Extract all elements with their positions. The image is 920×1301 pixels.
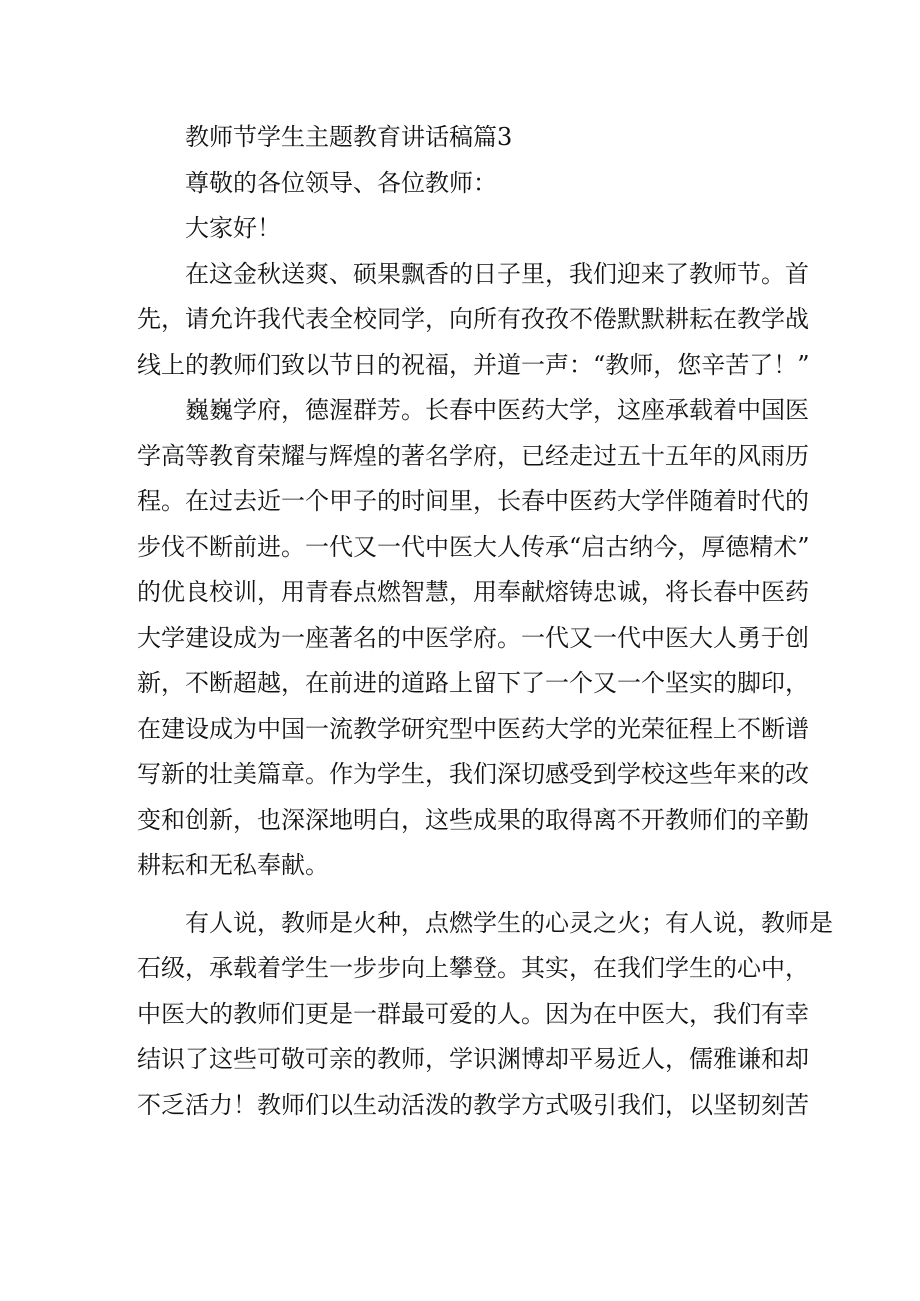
paragraph-line: 中医大的教师们更是一群最可爱的人。因为在中医大，我们有幸	[137, 999, 809, 1028]
paragraph-line: 变和创新，也深深地明白，这些成果的取得离不开教师们的辛勤	[137, 805, 809, 834]
paragraph-line: 大学建设成为一座著名的中医学府。一代又一代中医大人勇于创	[137, 623, 809, 652]
paragraph-3	[137, 901, 833, 1129]
paragraph-line: 步伐不断前进。一代又一代中医大人传承“启古纳今，厚德精术”	[137, 532, 810, 561]
paragraph-line: 有人说，教师是火种，点燃学生的心灵之火；有人说，教师是	[185, 908, 833, 937]
paragraph-line: 巍巍学府，德渥群芳。长春中医药大学，这座承载着中国医	[185, 396, 809, 424]
paragraph-1	[137, 252, 817, 389]
paragraph-line: 在建设成为中国一流教学研究型中医药大学的光荣征程上不断谱	[137, 714, 809, 743]
paragraph-spacer	[137, 889, 817, 901]
document-title: 教师节学生主题教育讲话稿篇3	[185, 123, 513, 151]
document-body	[137, 115, 833, 1128]
paragraph-line: 新，不断超越，在前进的道路上留下了一个又一个坚实的脚印，	[137, 669, 809, 697]
greeting: 大家好！	[185, 214, 281, 242]
paragraph-line: 学高等教育荣耀与辉煌的著名学府，已经走过五十五年的风雨历	[137, 441, 809, 470]
paragraph-line: 石级，承载着学生一步步向上攀登。其实，在我们学生的心中，	[137, 954, 809, 982]
paragraph-line: 不乏活力！教师们以生动活泼的教学方式吸引我们，以坚韧刻苦	[137, 1090, 809, 1119]
paragraph-line: 耕耘和无私奉献。	[137, 851, 329, 879]
paragraph-2	[137, 388, 817, 889]
paragraph-line: 在这金秋送爽、硕果飘香的日子里，我们迎来了教师节。首	[185, 259, 809, 288]
paragraph-line: 的优良校训，用青春点燃智慧，用奉献熔铸忠诚，将长春中医药	[137, 578, 809, 606]
salutation: 尊敬的各位领导、各位教师：	[185, 168, 497, 197]
paragraph-line: 线上的教师们致以节日的祝福，并道一声：“教师，您辛苦了！”	[137, 350, 810, 379]
paragraph-line: 结识了这些可敬可亲的教师，学识渊博却平易近人，儒雅谦和却	[137, 1045, 809, 1073]
paragraph-line: 写新的壮美篇章。作为学生，我们深切感受到学校这些年来的改	[137, 760, 809, 788]
paragraph-line: 程。在过去近一个甲子的时间里，长春中医药大学伴随着时代的	[137, 487, 809, 515]
paragraph-line: 先，请允许我代表全校同学，向所有孜孜不倦默默耕耘在教学战	[137, 305, 809, 333]
